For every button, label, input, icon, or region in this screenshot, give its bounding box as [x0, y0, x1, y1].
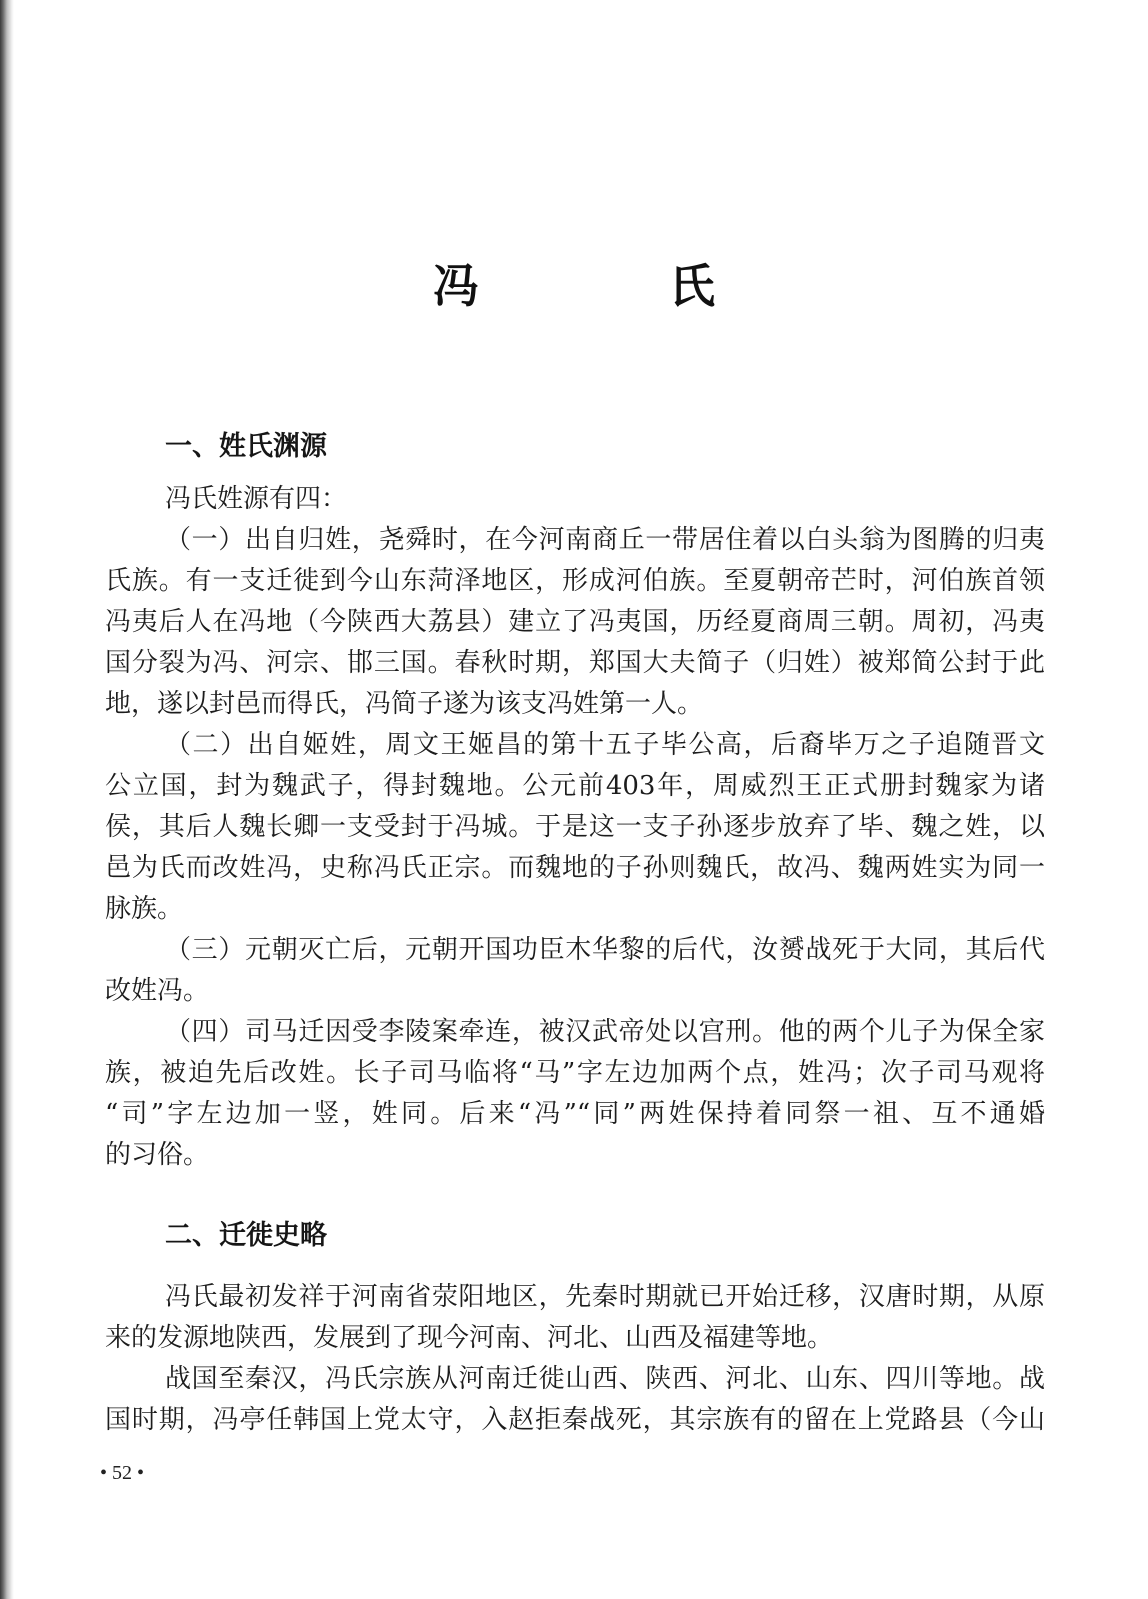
paragraph-line: 族，被迫先后改姓。长子司马临将“马”字左边加两个点，姓冯；次子司马观将 [105, 1058, 1045, 1088]
section-origins-body [105, 479, 1045, 1176]
paragraph-line: 侯，其后人魏长卿一支受封于冯城。于是这一支子孙逐步放弃了毕、魏之姓，以 [105, 812, 1045, 842]
paragraph-line: 来的发源地陕西，发展到了现今河南、河北、山西及福建等地。 [105, 1323, 834, 1353]
section-migration-body [105, 1277, 1045, 1441]
paragraph-line: 改姓冯。 [105, 976, 210, 1006]
paragraph-line: 的习俗。 [105, 1140, 210, 1170]
paragraph-line: 公立国，封为魏武子，得封魏地。公元前403年，周威烈王正式册封魏家为诸 [105, 771, 1045, 801]
paragraph-line: 脉族。 [105, 894, 184, 924]
paragraph-line: （三）元朝灭亡后，元朝开国功臣木华黎的后代，汝赟战死于大同，其后代 [165, 935, 1045, 965]
section-heading-origins: 一、姓氏渊源 [165, 431, 327, 462]
chapter-title: 冯 氏 [433, 259, 787, 313]
paragraph-line: （一）出自归姓，尧舜时，在今河南商丘一带居住着以白头翁为图腾的归夷 [165, 525, 1045, 555]
scan-edge-shadow [0, 0, 14, 1599]
paragraph-line: 国时期，冯亭任韩国上党太守，入赵拒秦战死，其宗族有的留在上党路县（今山 [105, 1405, 1045, 1435]
paragraph-line: （二）出自姬姓，周文王姬昌的第十五子毕公高，后裔毕万之子追随晋文 [165, 730, 1045, 760]
paragraph-line: （四）司马迁因受李陵案牵连，被汉武帝处以宫刑。他的两个儿子为保全家 [165, 1017, 1045, 1047]
paragraph-line: 国分裂为冯、河宗、邯三国。春秋时期，郑国大夫简子（归姓）被郑简公封于此 [105, 648, 1045, 678]
paragraph-line: 冯夷后人在冯地（今陕西大荔县）建立了冯夷国，历经夏商周三朝。周初，冯夷 [105, 607, 1045, 637]
paragraph-line: 邑为氏而改姓冯，史称冯氏正宗。而魏地的子孙则魏氏，故冯、魏两姓实为同一 [105, 853, 1045, 883]
paragraph-line: 地，遂以封邑而得氏，冯简子遂为该支冯姓第一人。 [105, 689, 704, 719]
paragraph-line: “司”字左边加一竖，姓同。后来“冯”“同”两姓保持着同祭一祖、互不通婚 [105, 1099, 1045, 1129]
paragraph-line: 战国至秦汉，冯氏宗族从河南迁徙山西、陕西、河北、山东、四川等地。战 [165, 1364, 1045, 1394]
paragraph-line: 冯氏姓源有四： [165, 484, 348, 514]
page-number: • 52 • [100, 1462, 145, 1484]
paragraph-line: 冯氏最初发祥于河南省荥阳地区，先秦时期就已开始迁移，汉唐时期，从原 [165, 1282, 1045, 1312]
paragraph-line: 氏族。有一支迁徙到今山东菏泽地区，形成河伯族。至夏朝帝芒时，河伯族首领 [105, 566, 1045, 596]
section-heading-migration: 二、迁徙史略 [165, 1220, 327, 1251]
